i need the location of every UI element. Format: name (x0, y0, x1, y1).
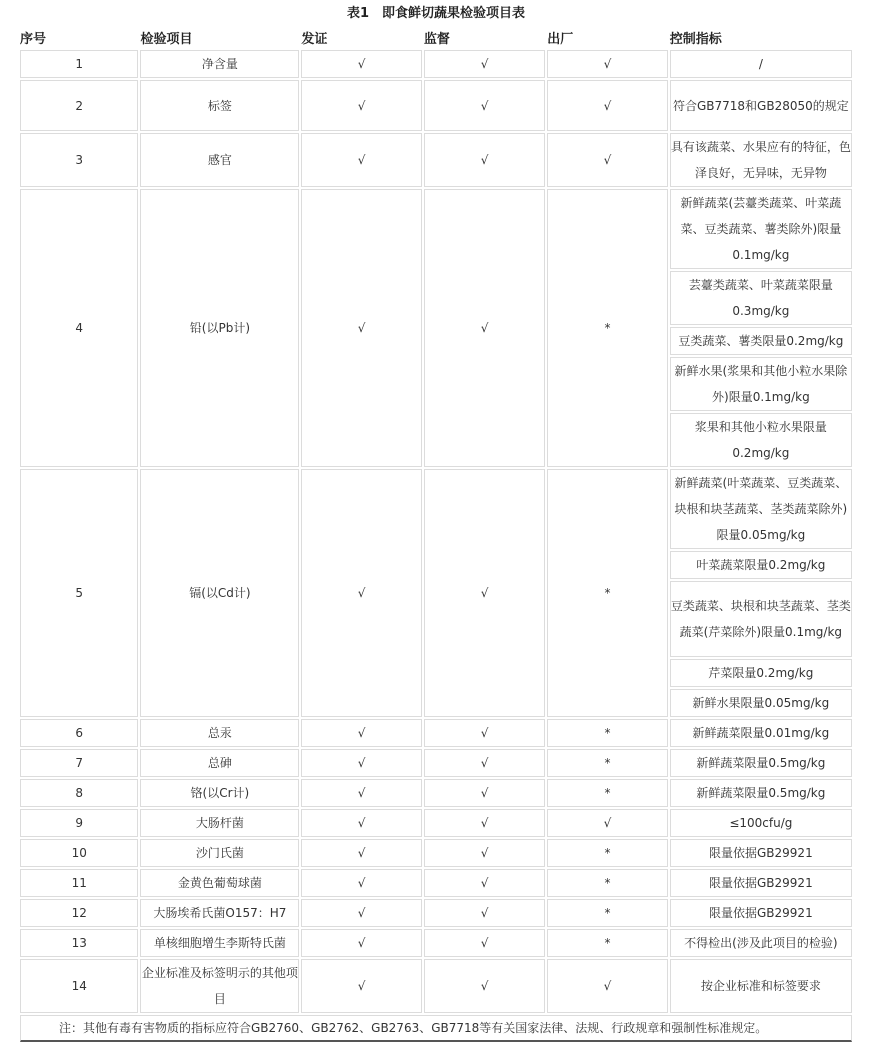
cell-license: √ (301, 839, 421, 867)
cell-license: √ (301, 719, 421, 747)
cell-no: 9 (20, 809, 138, 837)
cell-item: 金黄色葡萄球菌 (140, 869, 299, 897)
cell-supervision: √ (424, 779, 545, 807)
cell-no: 11 (20, 869, 138, 897)
cell-control: 叶菜蔬菜限量0.2mg/kg (670, 551, 852, 579)
cell-factory: * (547, 929, 667, 957)
cell-control: 浆果和其他小粒水果限量0.2mg/kg (670, 413, 852, 467)
cell-control: 豆类蔬菜、薯类限量0.2mg/kg (670, 327, 852, 355)
header-item: 检验项目 (140, 31, 193, 47)
cell-factory: * (547, 719, 667, 747)
table-row (20, 929, 852, 957)
cell-factory: √ (547, 959, 667, 1013)
cell-no: 10 (20, 839, 138, 867)
cell-license: √ (301, 779, 421, 807)
cell-control: 新鲜水果(浆果和其他小粒水果除外)限量0.1mg/kg (670, 357, 852, 411)
cell-no: 14 (20, 959, 138, 1013)
inspection-table (18, 24, 854, 1044)
cell-factory: * (547, 779, 667, 807)
cell-factory: √ (547, 809, 667, 837)
cell-license: √ (301, 959, 421, 1013)
cell-control: 芹菜限量0.2mg/kg (670, 659, 852, 687)
cell-control: 新鲜蔬菜限量0.5mg/kg (670, 779, 852, 807)
table-row (20, 189, 852, 269)
cell-item: 感官 (140, 133, 299, 187)
table-note: 注：其他有毒有害物质的指标应符合GB2760、GB2762、GB2763、GB7718等有关国家法律、法规、行政规章和强制性标准规定。 (20, 1015, 852, 1042)
table-row (20, 80, 852, 131)
table-row (20, 809, 852, 837)
cell-control: / (670, 50, 852, 78)
cell-supervision: √ (424, 469, 545, 717)
cell-supervision: √ (424, 869, 545, 897)
cell-item: 总砷 (140, 749, 299, 777)
table-row (20, 899, 852, 927)
cell-item: 单核细胞增生李斯特氏菌 (140, 929, 299, 957)
header-row (20, 26, 852, 48)
cell-license: √ (301, 869, 421, 897)
cell-no: 3 (20, 133, 138, 187)
cell-no: 4 (20, 189, 138, 467)
cell-item: 净含量 (140, 50, 299, 78)
cell-license: √ (301, 929, 421, 957)
cell-control: 不得检出(涉及此项目的检验) (670, 929, 852, 957)
cell-control: 新鲜蔬菜(芸薹类蔬菜、叶菜蔬菜、豆类蔬菜、薯类除外)限量0.1mg/kg (670, 189, 852, 269)
cell-factory: * (547, 899, 667, 927)
cell-supervision: √ (424, 133, 545, 187)
cell-factory: * (547, 189, 667, 467)
header-supervision: 监督 (423, 31, 450, 47)
table-row (20, 839, 852, 867)
table-row (20, 749, 852, 777)
cell-item: 大肠埃希氏菌O157：H7 (140, 899, 299, 927)
cell-factory: * (547, 839, 667, 867)
cell-supervision: √ (424, 929, 545, 957)
cell-license: √ (301, 749, 421, 777)
cell-control: 新鲜水果限量0.05mg/kg (670, 689, 852, 717)
cell-no: 1 (20, 50, 138, 78)
header-control: 控制指标 (669, 31, 722, 47)
cell-no: 2 (20, 80, 138, 131)
table-row (20, 719, 852, 747)
cell-no: 7 (20, 749, 138, 777)
cell-no: 8 (20, 779, 138, 807)
cell-control: 新鲜蔬菜限量0.01mg/kg (670, 719, 852, 747)
cell-supervision: √ (424, 899, 545, 927)
cell-supervision: √ (424, 80, 545, 131)
inspection-table-container (18, 24, 851, 1035)
cell-item: 标签 (140, 80, 299, 131)
cell-no: 12 (20, 899, 138, 927)
cell-supervision: √ (424, 719, 545, 747)
cell-factory: √ (547, 50, 667, 78)
cell-item: 大肠杆菌 (140, 809, 299, 837)
cell-license: √ (301, 809, 421, 837)
cell-control: 芸薹类蔬菜、叶菜蔬菜限量0.3mg/kg (670, 271, 852, 325)
cell-supervision: √ (424, 839, 545, 867)
cell-control: 符合GB7718和GB28050的规定 (670, 80, 852, 131)
cell-item: 企业标准及标签明示的其他项目 (140, 959, 299, 1013)
table-row (20, 779, 852, 807)
table-row (20, 50, 852, 78)
cell-item: 沙门氏菌 (140, 839, 299, 867)
cell-factory: * (547, 469, 667, 717)
table-row (20, 869, 852, 897)
cell-control: 限量依据GB29921 (670, 839, 852, 867)
cell-control: 限量依据GB29921 (670, 869, 852, 897)
cell-factory: √ (547, 80, 667, 131)
cell-control: 具有该蔬菜、水果应有的特征，色泽良好，无异味，无异物 (670, 133, 852, 187)
cell-license: √ (301, 133, 421, 187)
cell-control: 新鲜蔬菜限量0.5mg/kg (670, 749, 852, 777)
cell-supervision: √ (424, 809, 545, 837)
note-row (20, 1015, 852, 1042)
cell-no: 5 (20, 469, 138, 717)
table-row (20, 133, 852, 187)
cell-item: 总汞 (140, 719, 299, 747)
cell-supervision: √ (424, 50, 545, 78)
cell-item: 镉(以Cd计) (140, 469, 299, 717)
cell-license: √ (301, 189, 421, 467)
cell-factory: * (547, 749, 667, 777)
cell-control: 按企业标准和标签要求 (670, 959, 852, 1013)
cell-license: √ (301, 50, 421, 78)
cell-factory: √ (547, 133, 667, 187)
cell-no: 6 (20, 719, 138, 747)
cell-supervision: √ (424, 959, 545, 1013)
table-row (20, 959, 852, 1013)
cell-factory: * (547, 869, 667, 897)
cell-license: √ (301, 469, 421, 717)
cell-control: 新鲜蔬菜(叶菜蔬菜、豆类蔬菜、块根和块茎蔬菜、茎类蔬菜除外)限量0.05mg/kg (670, 469, 852, 549)
header-license: 发证 (301, 31, 328, 47)
cell-supervision: √ (424, 749, 545, 777)
cell-control: 豆类蔬菜、块根和块茎蔬菜、茎类蔬菜(芹菜除外)限量0.1mg/kg (670, 581, 852, 657)
cell-control: ≤100cfu/g (670, 809, 852, 837)
cell-item: 铬(以Cr计) (140, 779, 299, 807)
table-title: 表1 即食鲜切蔬果检验项目表 (346, 6, 526, 21)
cell-supervision: √ (424, 189, 545, 467)
cell-license: √ (301, 80, 421, 131)
cell-item: 铅(以Pb计) (140, 189, 299, 467)
cell-no: 13 (20, 929, 138, 957)
header-factory: 出厂 (547, 31, 574, 47)
cell-license: √ (301, 899, 421, 927)
cell-control: 限量依据GB29921 (670, 899, 852, 927)
header-no: 序号 (20, 31, 47, 47)
table-row (20, 469, 852, 549)
